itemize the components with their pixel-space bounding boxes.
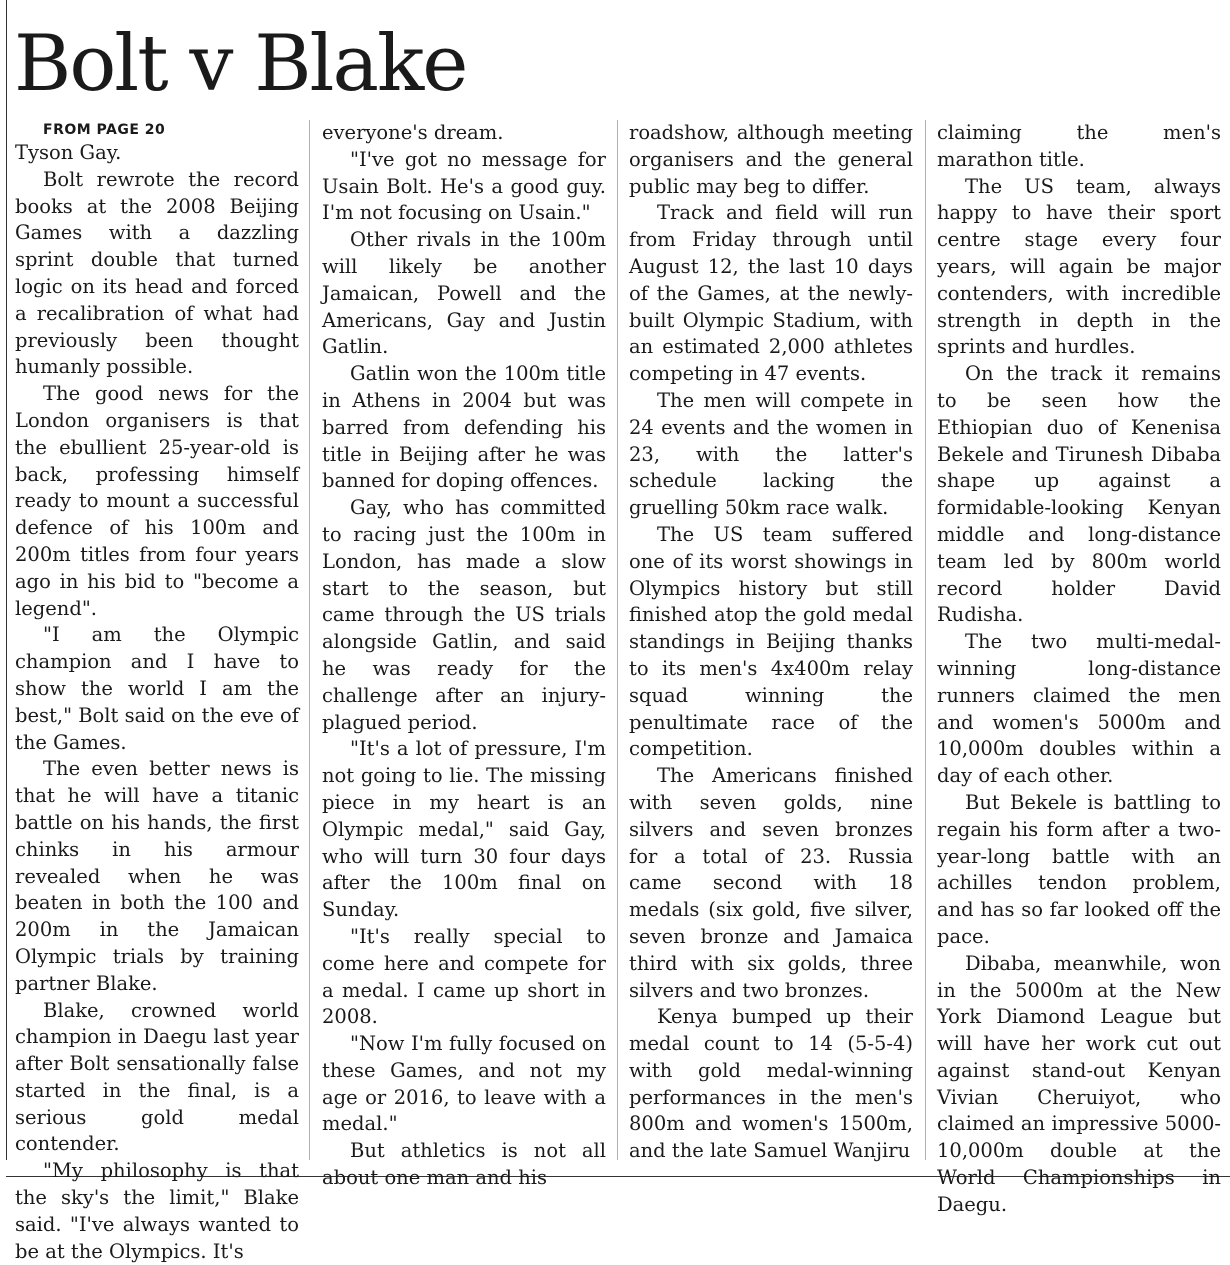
paragraph: Blake, crowned world champion in Daegu last year after Bolt sensationally false started in the final, is a serious gold medal contender.: [15, 998, 299, 1156]
continued-from-kicker: FROM PAGE 20: [43, 122, 166, 138]
paragraph: The US team, always happy to have their sport centre stage every four years, will again be major contenders, with incredible strength in depth in the sprints and hurdles.: [937, 174, 1221, 359]
paragraph: "My philosophy is that the sky's the limit," Blake said. "I've always wanted to be at the Olympics. It's: [15, 1159, 299, 1263]
paragraph: Other rivals in the 100m will likely be another Jamaican, Powell and the Americans, Gay and Justin Gatlin.: [322, 228, 606, 359]
paragraph: The US team suffered one of its worst showings in Olympics history but still finished atop the gold medal standings in Beijing thanks to its men's 4x400m relay squad winning the penultimate race of the competition.: [629, 522, 913, 761]
paragraph: But Bekele is battling to regain his form after a two-year-long battle with an achilles tendon problem, and has so far looked off the pace.: [937, 790, 1221, 948]
paragraph: Gay, who has committed to racing just the 100m in London, has made a slow start to the season, but came through the US trials alongside Gatlin, and said he was ready for the challenge after an injury-plagued period.: [322, 496, 606, 734]
paragraph: "It's a lot of pressure, I'm not going to lie. The missing piece in my heart is an Olympic medal," said Gay, who will turn 30 four days after the 100m final on Sunday.: [322, 737, 606, 922]
paragraph: On the track it remains to be seen how the Ethiopian duo of Kenenisa Bekele and Tirunesh Dibaba shape up against a formidable-looking Kenyan middle and long-distance team led by 800m world record holder David Rudisha.: [937, 362, 1221, 627]
paragraph: Gatlin won the 100m title in Athens in 2004 but was barred from defending his title in Beijing after he was banned for doping offences.: [322, 362, 606, 493]
paragraph: Kenya bumped up their medal count to 14 (5-5-4) with gold medal-winning performances in the men's 800m and women's 1500m, and the late Samuel Wanjiru: [629, 1005, 913, 1163]
paragraph: claiming the men's marathon title.: [937, 121, 1221, 171]
paragraph: The men will compete in 24 events and the women in 23, with the latter's schedule lacking the gruelling 50km race walk.: [629, 388, 913, 520]
paragraph: The two multi-medal-winning long-distance runners claimed the men and women's 5000m and 10,000m doubles within a day of each other.: [937, 630, 1221, 788]
paragraph: "It's really special to come here and compete for a medal. I came up short in 2008.: [322, 924, 606, 1029]
paragraph: Track and field will run from Friday through until August 12, the last 10 days of the Games, at the newly-built Olympic Stadium, with an estimated 2,000 athletes competing in 47 events.: [629, 201, 913, 386]
column-rule: [925, 120, 926, 1160]
paragraph: "Now I'm fully focused on these Games, and not my age or 2016, to leave with a medal.": [322, 1032, 606, 1136]
paragraph: The even better news is that he will have a titanic battle on his hands, the first chinks in his armour revealed when he was beaten in both the 100 and 200m in the Jamaican Olympic trials by training partner Blake.: [15, 757, 299, 995]
paragraph: "I've got no message for Usain Bolt. He's a good guy. I'm not focusing on Usain.": [322, 147, 606, 225]
headline: Bolt v Blake: [14, 19, 467, 109]
paragraph: everyone's dream.: [322, 121, 504, 144]
page-left-border: [6, 0, 7, 1160]
article-column-2: [322, 120, 606, 1192]
paragraph: Dibaba, meanwhile, won in the 5000m at the New York Diamond League but will have her work cut out against stand-out Kenyan Vivian Cheruiyot, who claimed an impressive 5000-10,000m double at the World Championships in Daegu.: [937, 951, 1221, 1216]
paragraph: "I am the Olympic champion and I have to show the world I am the best," Bolt said on the eve of the Games.: [15, 623, 300, 754]
paragraph: The good news for the London organisers is that the ebullient 25-year-old is back, professing himself ready to mount a successful defence of his 100m and 200m titles from four years ago in his bid to "become a legend".: [15, 382, 299, 620]
paragraph: roadshow, although meeting organisers and the general public may beg to differ.: [629, 121, 913, 198]
paragraph: Tyson Gay.: [15, 141, 122, 164]
article-column-1: [15, 120, 299, 1265]
article-column-3: [629, 120, 913, 1165]
column-rule: [309, 120, 310, 1160]
paragraph: But athletics is not all about one man and his: [322, 1139, 606, 1190]
paragraph: Bolt rewrote the record books at the 2008 Beijing Games with a dazzling sprint double that turned logic on its head and forced a recalibration of what had previously been thought humanly possible.: [15, 167, 299, 379]
paragraph: The Americans finished with seven golds, nine silvers and seven bronzes for a total of 23. Russia came second with 18 medals (six gold, five silver, seven bronze and Jamaica third with six golds, three silvers and two bronzes.: [629, 764, 913, 1002]
article-column-4: [937, 120, 1221, 1219]
column-rule: [617, 120, 618, 1160]
